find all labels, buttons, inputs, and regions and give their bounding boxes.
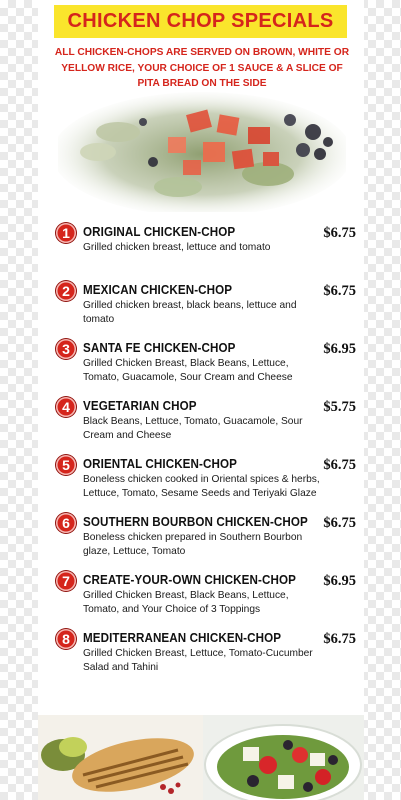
item-price: $6.75	[323, 457, 356, 473]
item-name: SOUTHERN BOURBON CHICKEN-CHOP	[83, 515, 308, 529]
item-number-badge: 3	[56, 339, 76, 359]
item-description: Grilled Chicken Breast, Black Beans, Lettuce, Tomato, Guacamole, Sour Cream and Cheese	[83, 358, 293, 383]
item-description: Grilled chicken breast, black beans, lettuce and tomato	[83, 300, 297, 325]
item-price: $5.75	[323, 399, 356, 415]
item-name: ORIGINAL CHICKEN-CHOP	[83, 225, 236, 239]
menu-flyer	[38, 0, 364, 800]
item-number-badge: 7	[56, 571, 76, 591]
menu-item	[56, 281, 356, 335]
menu-item	[56, 339, 356, 393]
item-name: CREATE-YOUR-OWN CHICKEN-CHOP	[83, 573, 296, 587]
item-price: $6.75	[323, 283, 356, 299]
menu-item	[56, 455, 356, 509]
item-price: $6.75	[323, 631, 356, 647]
item-price: $6.95	[323, 573, 356, 589]
item-price: $6.75	[323, 515, 356, 531]
item-name: MEXICAN CHICKEN-CHOP	[83, 283, 233, 297]
page-title: CHICKEN CHOP SPECIALS	[67, 10, 334, 32]
footer-food-photos	[38, 715, 364, 800]
menu-item	[56, 397, 356, 451]
item-number-badge: 8	[56, 629, 76, 649]
menu-item	[56, 513, 356, 567]
item-name: MEDITERRANEAN CHICKEN-CHOP	[83, 631, 282, 645]
item-description: Boneless chicken cooked in Oriental spices & herbs, Lettuce, Tomato, Sesame Seeds and Teriyaki Glaze	[83, 474, 320, 499]
item-name: SANTA FE CHICKEN-CHOP	[83, 341, 236, 355]
item-description: Grilled Chicken Breast, Lettuce, Tomato-Cucumber Salad and Tahini	[83, 648, 313, 673]
item-number-badge: 6	[56, 513, 76, 533]
item-description: Grilled chicken breast, lettuce and tomato	[83, 242, 271, 253]
item-description: Black Beans, Lettuce, Tomato, Guacamole, Sour Cream and Cheese	[83, 416, 303, 441]
grilled-chicken-photo-icon	[38, 715, 203, 800]
title-banner	[54, 5, 347, 38]
menu-item	[56, 571, 356, 625]
menu-subtitle: ALL CHICKEN-CHOPS ARE SERVED ON BROWN, WHITE OR YELLOW RICE, YOUR CHOICE OF 1 SAUCE & A SLICE OF PITA BREAD ON THE SIDE	[54, 47, 350, 89]
item-description: Boneless chicken prepared in Southern Bourbon glaze, Lettuce, Tomato	[83, 532, 303, 557]
greek-salad-photo-icon	[203, 715, 364, 800]
item-description: Grilled Chicken Breast, Black Beans, Lettuce, Tomato, and Your Choice of 3 Toppings	[83, 590, 289, 615]
item-number-badge: 1	[56, 223, 76, 243]
menu-item	[56, 223, 356, 277]
salad-photo-icon	[58, 92, 346, 212]
item-number-badge: 4	[56, 397, 76, 417]
item-price: $6.95	[323, 341, 356, 357]
item-number-badge: 2	[56, 281, 76, 301]
item-name: VEGETARIAN CHOP	[83, 399, 197, 413]
item-price: $6.75	[323, 225, 356, 241]
menu-item	[56, 629, 356, 683]
item-number-badge: 5	[56, 455, 76, 475]
item-name: ORIENTAL CHICKEN-CHOP	[83, 457, 237, 471]
